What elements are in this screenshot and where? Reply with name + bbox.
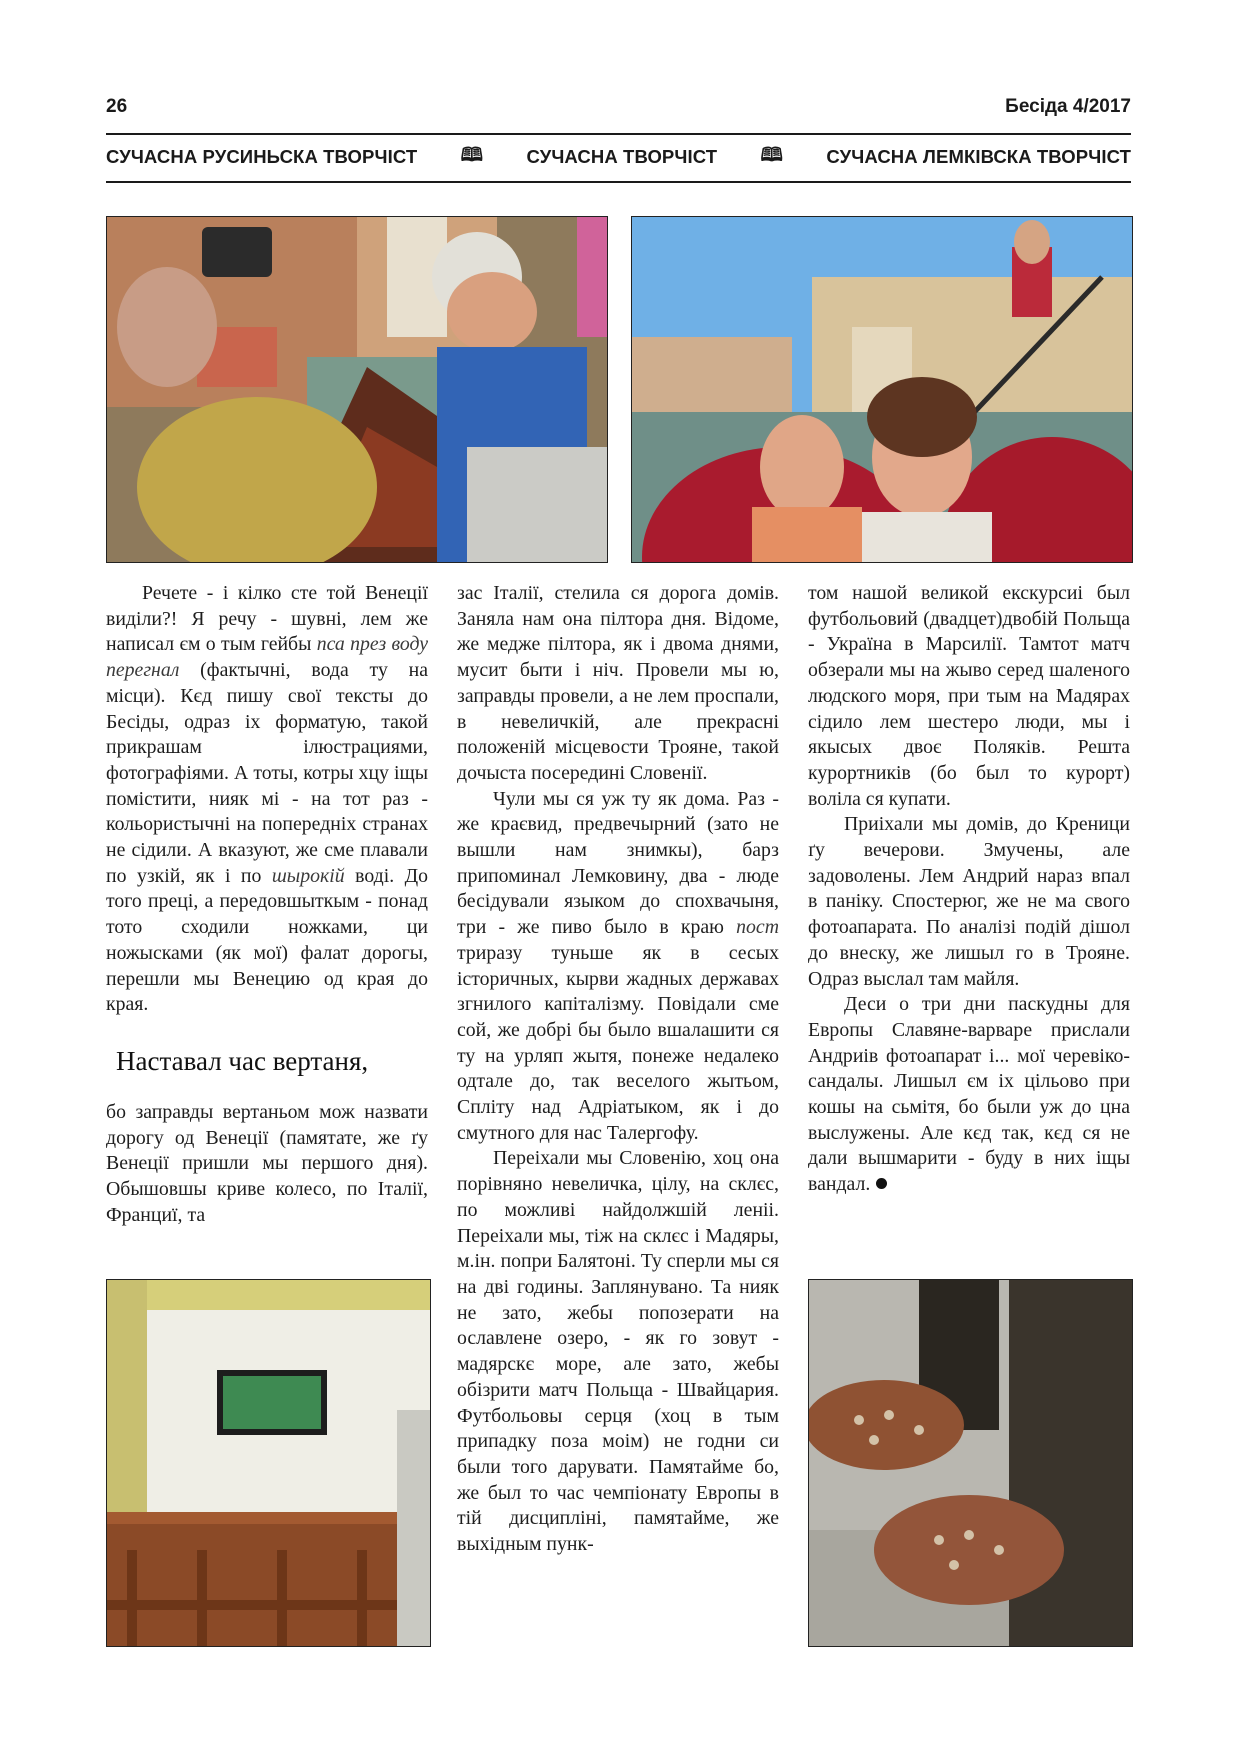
italic-word: шырокій [271, 864, 345, 887]
italic-phrase: пса през воду перегнал [106, 633, 428, 682]
article-column-2 [457, 581, 779, 1558]
gondolier-couple-photo [631, 216, 1133, 563]
sandals-photo [808, 1279, 1133, 1647]
paragraph: Приіхали мы домів, до Креници ґу вечерови. Змучены, але задоволены. Лем Андрий нараз впал в паніку. Спостерюг, же не ма свого фотоапарата. По аналізі подій дішол до внеску, же лишыл го в Трояне. Одраз выслал там майля. [808, 813, 1130, 990]
end-mark-icon [876, 1178, 887, 1189]
issue-label: Бесіда 4/2017 [1005, 96, 1131, 117]
section-title-rusyn: СУЧАСНА РУСИНЬСКА ТВОРЧІСТ [106, 146, 418, 167]
subheading: Наставал час вертаня, [116, 1045, 369, 1076]
header-rule-top [106, 133, 1131, 135]
paragraph: том нашой великой екскурсиі был футбольовий (двадцет)двобій Польща - Україна в Марсилії. Тамтот матч обзерали мы на жыво серед шаленого людского моря, при тым на Мадярах сідило лем шестеро люди, мы і якысых двоє Поляків. Решта курортників (бо был то курорт) воліла ся купати. [808, 582, 1130, 810]
gondola-canal-photo [106, 216, 608, 563]
section-title-general: СУЧАСНА ТВОРЧІСТ [526, 146, 718, 167]
open-book-icon: 🕮 [460, 145, 484, 166]
paragraph: Чули мы ся уж ту як дома. Раз - же краєвид, предвечырний (зато не вышли нам знимкы), барз припоминал Лемковину, два - люде бесідували языком до спохвачыня, три - же пиво было в краю пост триразу туньше як в сесых історичных, кырви жадных державах згнилого капіталізму. Повідали сме сой, же добрі бы было вшалашити ся ту на урляп жытя, понеже недалеко одтале до, так веселого жытьом, Спліту над Адріатыком, як і до смутного для нас Талергофу. [457, 787, 779, 1144]
section-bar [106, 142, 1131, 172]
open-book-icon: 🕮 [760, 145, 784, 166]
section-title-lemko: СУЧАСНА ЛЕМКІВСКА ТВОРЧІСТ [826, 146, 1131, 167]
article-column-3 [808, 581, 1130, 1198]
paragraph: зас Італії, стелила ся дорога домів. Заняла нам она пілтора дня. Відоме, же медже пілтора, як і двома днями, мусит быти і ніч. Провели мы ю, заправды провели, а не лем проспали, в невеличкій, але прекрасні положеній місцевости Трояне, такой дочыста посередині Словенії. [457, 582, 779, 784]
paragraph: бо заправды вертаньом мож назвати дорогу од Венеції (памятате, же ґу Венеції пришли мы першого дня). Обышовшы криве колесо, по Італії, Франциї, та [106, 1100, 428, 1226]
running-header [106, 96, 1131, 126]
paragraph: Речете - і кілко сте той Венеції виділи?! Я речу - шувні, лем же написал єм о тым гейбы пса през воду перегнал (фактычні, вода ту на місци). Кєд пишу свої тексты до Бесіды, одраз іх форматую, такой прикрашам ілюстрациями, фотографіями. А тоты, котры хцу іщы помістити, нияк мі - на тот раз - кольористычні на попередніх странах не сідили. А вказуют, же сме плавали по узкій, як і по шырокій воді. До того преці, а передовшыткым - понад тото сходили ножками, ци ножысками (як мої) фалат дорогы, перешли мы Венецию од края до края. [106, 582, 428, 1016]
page-number: 26 [106, 96, 128, 117]
header-rule-bottom [106, 181, 1131, 183]
italic-word: пост [736, 916, 779, 939]
article-column-1 [106, 581, 428, 1228]
paragraph: Переіхали мы Словенію, хоц она порівняно невеличка, цілу, на склєс, по можливі найдолжшій леніі. Переіхали мы, тіж на склєс і Мадяры, м.ін. попри Балятоні. Ту сперли мы ся на дві годины. Заплянувано. Та нияк не зато, жебы попозерати на ославлене озеро, - як го зовут - мадярскє море, але зато, жебы обізрити матч Польща - Швайцария. Футбольовы серця (хоц в тым припадку поза моім) не годни си были того дарувати. Памятайме бо, же был то час чемпіонату Европы в тій дисципліні, памятайме, же выхідным пунк- [457, 1147, 779, 1556]
paragraph: Деси о три дни паскудны для Европы Славяне-варваре прислали Андриів фотоапарат і... мої черевіко-сандалы. Лишыл єм іх цільово при кошы на сьмітя, бо были уж до цна выслужены. Але кєд так, кєд ся не дали вышмарити - буду в них іщы вандал. [808, 993, 1130, 1196]
tv-football-room-photo [106, 1279, 431, 1647]
